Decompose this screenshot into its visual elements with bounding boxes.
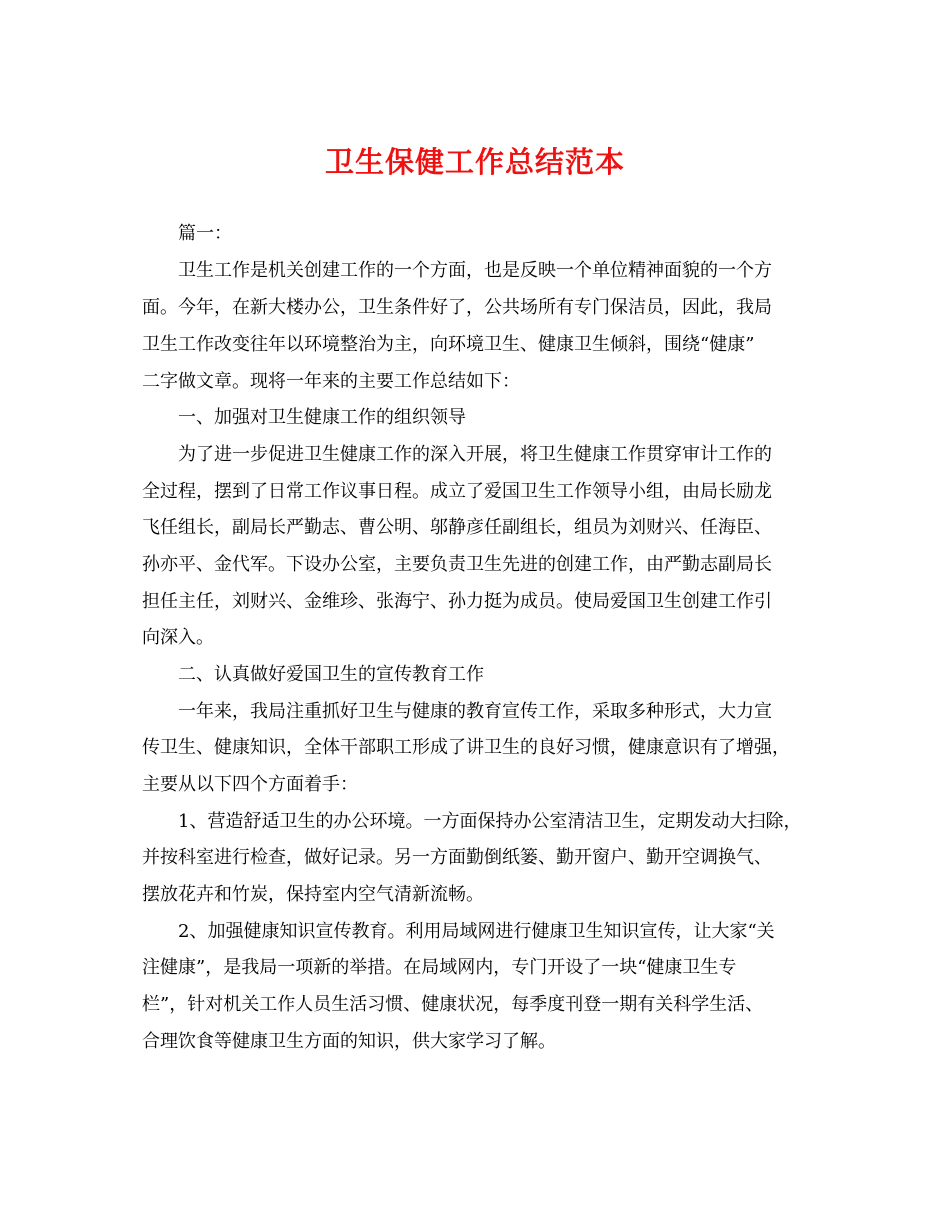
paragraph-line: 一年来，我局注重抓好卫生与健康的教育宣传工作，采取多种形式，大力宣 [178, 701, 772, 722]
paragraph-line: 全过程，摆到了日常工作议事日程。成立了爱国卫生工作领导小组，由局长励龙 [142, 481, 772, 502]
section-heading: 二、认真做好爱国卫生的宣传教育工作 [178, 664, 484, 685]
paragraph-line: 为了进一步促进卫生健康工作的深入开展，将卫生健康工作贯穿审计工作的 [178, 444, 772, 465]
paragraph-line: 主要从以下四个方面着手： [142, 774, 358, 795]
paragraph-line: 传卫生、健康知识，全体干部职工形成了讲卫生的良好习惯，健康意识有了增强， [142, 737, 790, 758]
paragraph-line: 面。今年，在新大楼办公，卫生条件好了，公共场所有专门保洁员，因此，我局 [142, 297, 772, 318]
paragraph-line: 向深入。 [142, 627, 214, 648]
paragraph-line: 2、加强健康知识宣传教育。利用局域网进行健康卫生知识宣传，让大家“关 [178, 921, 775, 942]
paragraph-line: 1、营造舒适卫生的办公环境。一方面保持办公室清洁卫生，定期发动大扫除， [178, 811, 802, 832]
paragraph-line: 栏”，针对机关工作人员生活习惯、健康状况，每季度刊登一期有关科学生活、 [142, 994, 764, 1015]
paragraph-line: 并按科室进行检查，做好记录。另一方面勤倒纸篓、勤开窗户、勤开空调换气、 [142, 847, 772, 868]
paragraph-line: 二字做文章。现将一年来的主要工作总结如下： [142, 371, 520, 392]
paragraph-line: 合理饮食等健康卫生方面的知识，供大家学习了解。 [142, 1031, 556, 1052]
section-heading: 一、加强对卫生健康工作的组织领导 [178, 407, 466, 428]
paragraph-line: 飞任组长，副局长严勤志、曹公明、邬静彦任副组长，组员为刘财兴、任海臣、 [142, 517, 772, 538]
paragraph-line: 篇一： [178, 223, 232, 244]
paragraph-line: 孙亦平、金代军。下设办公室，主要负责卫生先进的创建工作，由严勤志副局长 [142, 554, 772, 575]
paragraph-line: 摆放花卉和竹炭，保持室内空气清新流畅。 [142, 884, 484, 905]
page-title: 卫生保健工作总结范本 [324, 145, 625, 179]
paragraph-line: 卫生工作改变往年以环境整治为主，向环境卫生、健康卫生倾斜，围绕“健康” [142, 334, 755, 355]
paragraph-line: 担任主任，刘财兴、金维珍、张海宁、孙力挺为成员。使局爱国卫生创建工作引 [142, 591, 772, 612]
paragraph-line: 注健康”，是我局一项新的举措。在局域网内，专门开设了一块“健康卫生专 [142, 957, 737, 978]
paragraph-line: 卫生工作是机关创建工作的一个方面，也是反映一个单位精神面貌的一个方 [178, 260, 772, 281]
